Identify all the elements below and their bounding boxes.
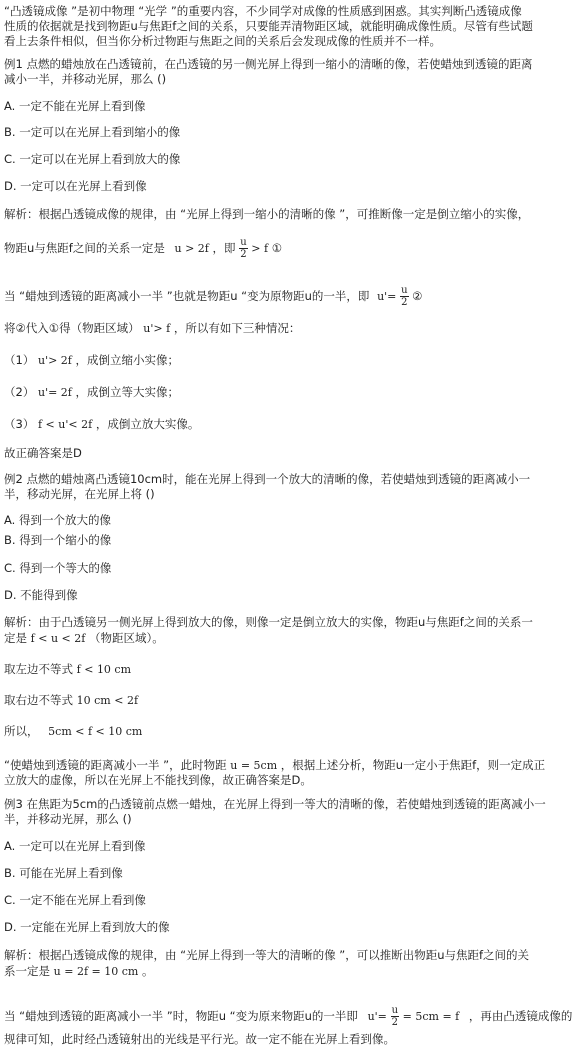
substitute-math: u'> f [143, 322, 171, 335]
inequality-math: 10 cm < 2f [76, 694, 139, 707]
case-text: ，成倒立放大实像。 [95, 417, 200, 431]
ex2-left-inequality [4, 662, 558, 677]
relation-text: 物距u与焦距f之间的关系一定是 [4, 241, 165, 255]
half-math: u'= [377, 290, 397, 303]
ex1-case-3 [4, 417, 558, 432]
inequality-math: f < 10 cm [76, 663, 132, 676]
ex1-option-b: B. 一定可以在光屏上看到缩小的像 [4, 125, 181, 139]
ex2-option-d: D. 不能得到像 [4, 588, 78, 602]
conclusion-text: “使蜡烛到透镜的距离减小一半 ”，此时物距 [4, 758, 227, 772]
case-label: （3） [4, 417, 35, 431]
ex1-option-c: C. 一定可以在光屏上看到放大的像 [4, 152, 181, 166]
last-math: u'= [367, 1010, 387, 1023]
inequality-label: 取右边不等式 [4, 693, 73, 707]
fraction-denominator: 2 [391, 1017, 398, 1028]
ex3-question: 半，并移动光屏，那么 () [4, 812, 132, 826]
ex1-question: 例1 点燃的蜡烛放在凸透镜前，在凸透镜的另一侧光屏上得到一缩小的清晰的像，若使蜡烛到透镜的距离 [4, 57, 533, 71]
ex2-conclusion: 立放大的虚像，所以在光屏上不能找到像，故正确答案是D。 [4, 773, 312, 787]
fraction-u-over-2 [400, 285, 408, 308]
fraction-u-over-2 [391, 1005, 399, 1028]
ex2-analysis [4, 631, 558, 646]
substitute-tail: ，所以有如下三种情况： [173, 321, 301, 335]
ex3-option-b: B. 可能在光屏上看到像 [4, 866, 123, 880]
ex1-half [4, 283, 558, 311]
ex3-question: 例3 在焦距为5cm的凸透镜前点燃一蜡烛，在光屏上得到一等大的清晰的像，若使蜡烛到透镜的距离减小一 [4, 797, 546, 811]
ex1-analysis: 解析：根据凸透镜成像的规律，由 “光屏上得到一缩小的清晰的像 ”，可推断像一定是倒立缩小的实像， [4, 207, 530, 221]
analysis-text: 系一定是 [4, 964, 50, 978]
analysis-text: 定是 [4, 631, 27, 645]
fraction-numerator: u [240, 237, 247, 248]
ex2-conclusion [4, 758, 558, 773]
conclusion-text: ，根据上述分析，物距u一定小于焦距f，则一定成正 [280, 758, 546, 772]
case-text: ，成倒立等大实像； [75, 385, 180, 399]
intro-line: 性质的依据就是找到物距u与焦距f之间的关系，只要能弄清物距区域，就能明确成像性质。尽管有些试题 [4, 19, 533, 33]
case-label: （2） [4, 385, 35, 399]
ex1-option-a: A. 一定不能在光屏上看到像 [4, 99, 146, 113]
ex3-analysis: 解析：根据凸透镜成像的规律，由 “光屏上得到一等大的清晰的像 ”，可以推断出物距u与焦距f之间的关 [4, 948, 530, 962]
analysis-text: 。 [141, 964, 154, 978]
analysis-math: u = 2f = 10 cm [53, 965, 139, 978]
mark-circled-2: ② [412, 289, 423, 303]
ex1-question: 减小一半，并移动光屏，那么 () [4, 72, 167, 86]
ex2-analysis: 解析：由于凸透镜另一侧光屏上得到放大的像，则像一定是倒立放大的实像，物距u与焦距f之间的关系一 [4, 615, 533, 629]
ex3-option-c: C. 一定不能在光屏上看到像 [4, 893, 146, 907]
inequality-label: 取左边不等式 [4, 662, 73, 676]
ex3-option-d: D. 一定能在光屏上看到放大的像 [4, 920, 170, 934]
case-math: u'> 2f [37, 354, 72, 367]
case-label: （1） [4, 353, 35, 367]
ex2-option-a: A. 得到一个放大的像 [4, 513, 111, 527]
relation-mid: ，即 [212, 241, 236, 255]
ex1-answer: 故正确答案是D [4, 446, 82, 460]
ex1-option-d: D. 一定可以在光屏上看到像 [4, 179, 147, 193]
so-label: 所以， [4, 724, 39, 738]
intro-line: “凸透镜成像 ”是初中物理 “光学 ”的重要内容，不少同学对成像的性质感到困惑。其实判断凸透镜成像 [4, 4, 522, 18]
fraction-denominator: 2 [240, 249, 247, 260]
relation-math: u > 2f [174, 242, 209, 255]
last-text: 当 “蜡烛到透镜的距离减小一半 ”时，物距u “变为原来物距u的一半即 [4, 1009, 358, 1023]
fraction-numerator: u [391, 1005, 399, 1016]
ex1-case-1 [4, 353, 558, 368]
case-math: u'= 2f [37, 386, 72, 399]
case-text: ，成倒立缩小实像； [75, 353, 180, 367]
ex2-question: 半，移动光屏，在光屏上将 () [4, 487, 155, 501]
case-math: f < u'< 2f [37, 418, 93, 431]
ex1-relation [4, 237, 558, 263]
so-math: 5cm < f < 10 cm [48, 725, 143, 738]
mark-circled-1: ① [271, 241, 283, 255]
fraction-denominator: 2 [401, 297, 408, 308]
conclusion-math: u = 5cm [230, 759, 278, 772]
intro-line: 看上去条件相似，但当你分析过物距与焦距之间的关系后会发现成像的性质并不一样。 [4, 34, 441, 48]
last-math: = 5cm = f [402, 1010, 460, 1023]
relation-tail: > f [251, 242, 269, 255]
analysis-text: （物距区域）。 [88, 631, 164, 645]
fraction-u-over-2 [239, 237, 247, 260]
ex3-last [4, 1002, 572, 1032]
ex3-last: 规律可知，此时经凸透镜射出的光线是平行光。故一定不能在光屏上看到像。 [4, 1032, 395, 1046]
ex2-option-b: B. 得到一个缩小的像 [4, 533, 112, 547]
last-text: ，再由凸透镜成像的 [468, 1009, 572, 1023]
ex3-analysis [4, 964, 558, 979]
ex2-option-c: C. 得到一个等大的像 [4, 561, 112, 575]
ex1-substitute [4, 321, 558, 336]
ex2-right-inequality [4, 693, 558, 708]
ex1-case-2 [4, 385, 558, 400]
analysis-math: f < u < 2f [30, 632, 86, 645]
half-text: 当 “蜡烛到透镜的距离减小一半 ”也就是物距u “变为原物距u的一半，即 [4, 289, 370, 303]
substitute-text: 将②代入①得（物距区域） [4, 321, 140, 335]
ex2-question: 例2 点燃的蜡烛离凸透镜10cm时，能在光屏上得到一个放大的清晰的像，若使蜡烛到透镜的距离减小一 [4, 472, 531, 486]
ex2-so [4, 724, 558, 739]
fraction-numerator: u [401, 285, 408, 296]
ex3-option-a: A. 一定可以在光屏上看到像 [4, 839, 146, 853]
